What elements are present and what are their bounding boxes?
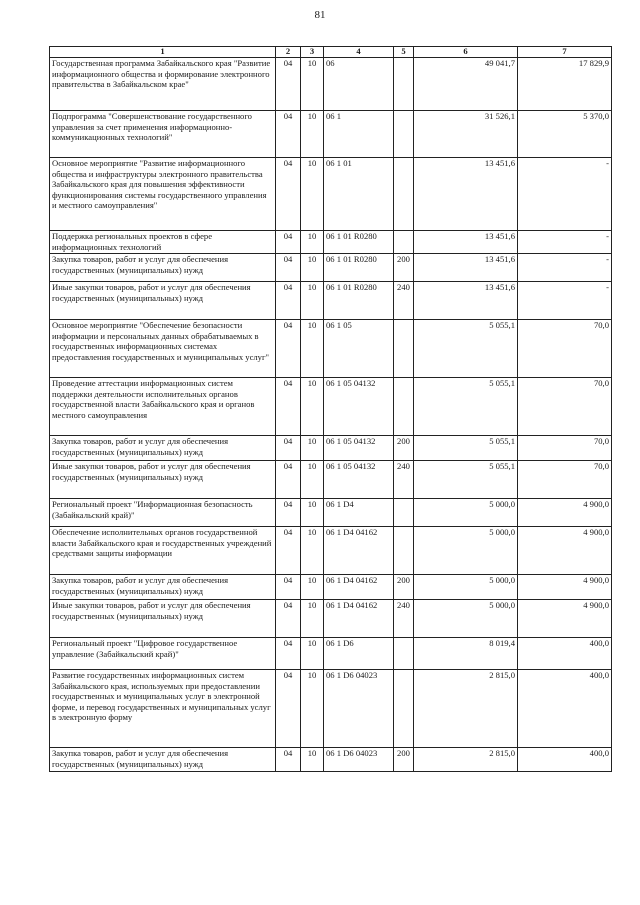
row-name-cell: Закупка товаров, работ и услуг для обеспечения государственных (муниципальных) нужд [50, 575, 276, 600]
row-code-cell: 04 [276, 575, 301, 600]
row-amount-cell: 13 451,6 [414, 231, 518, 254]
row-code-cell: 04 [276, 600, 301, 638]
row-name-cell: Закупка товаров, работ и услуг для обеспечения государственных (муниципальных) нужд [50, 436, 276, 461]
row-type-cell [394, 111, 414, 158]
row-amount-cell: 5 055,1 [414, 320, 518, 378]
row-target-cell: 06 1 01 [324, 158, 394, 231]
row-type-cell [394, 638, 414, 670]
header-cell: 3 [301, 47, 324, 58]
row-amount-cell: 4 900,0 [518, 575, 612, 600]
row-name-cell: Обеспечение исполнительных органов государственной власти Забайкальского края и государственных учреждений средствами защиты информации [50, 527, 276, 575]
table-row [50, 527, 612, 575]
row-amount-cell: 5 000,0 [414, 499, 518, 527]
row-target-cell: 06 1 D4 [324, 499, 394, 527]
row-amount-cell: 4 900,0 [518, 499, 612, 527]
row-subcode-cell: 10 [301, 575, 324, 600]
row-amount-cell: - [518, 282, 612, 320]
row-code-cell: 04 [276, 111, 301, 158]
row-type-cell [394, 378, 414, 436]
row-code-cell: 04 [276, 378, 301, 436]
row-amount-cell: 13 451,6 [414, 158, 518, 231]
table-row [50, 748, 612, 772]
table-row [50, 58, 612, 111]
row-amount-cell: 4 900,0 [518, 527, 612, 575]
row-name-cell: Государственная программа Забайкальского края "Развитие информационного общества и формирование электронного правительства в Забайкальском крае" [50, 58, 276, 111]
row-name-cell: Развитие государственных информационных систем Забайкальского края, используемых при предоставлении государственных и муниципальных услуг в электронной форме, и перевод государственных и муниципальных услуг в электронную форму [50, 670, 276, 748]
header-cell: 2 [276, 47, 301, 58]
row-subcode-cell: 10 [301, 748, 324, 772]
row-target-cell: 06 [324, 58, 394, 111]
row-amount-cell: 5 000,0 [414, 575, 518, 600]
row-amount-cell: 70,0 [518, 461, 612, 499]
row-target-cell: 06 1 01 R0280 [324, 231, 394, 254]
row-target-cell: 06 1 01 R0280 [324, 282, 394, 320]
table-row [50, 111, 612, 158]
row-amount-cell: 5 000,0 [414, 527, 518, 575]
row-amount-cell: 5 055,1 [414, 436, 518, 461]
header-cell: 5 [394, 47, 414, 58]
row-target-cell: 06 1 05 [324, 320, 394, 378]
row-type-cell [394, 499, 414, 527]
row-type-cell [394, 158, 414, 231]
row-code-cell: 04 [276, 748, 301, 772]
row-code-cell: 04 [276, 231, 301, 254]
page-number: 81 [314, 9, 326, 21]
row-subcode-cell: 10 [301, 638, 324, 670]
header-row [50, 47, 612, 58]
row-code-cell: 04 [276, 254, 301, 282]
row-amount-cell: 70,0 [518, 320, 612, 378]
table-row [50, 638, 612, 670]
row-name-cell: Основное мероприятие "Обеспечение безопасности информации и персональных данных обрабатываемых в государственных информационных системах предоставления государственных и муниципальных услуг" [50, 320, 276, 378]
row-type-cell [394, 670, 414, 748]
header-cell: 4 [324, 47, 394, 58]
row-amount-cell: 400,0 [518, 670, 612, 748]
row-code-cell: 04 [276, 527, 301, 575]
row-type-cell: 200 [394, 748, 414, 772]
table-body [50, 58, 612, 772]
row-type-cell: 200 [394, 575, 414, 600]
row-code-cell: 04 [276, 499, 301, 527]
row-amount-cell: 8 019,4 [414, 638, 518, 670]
row-target-cell: 06 1 D6 [324, 638, 394, 670]
header-cell: 1 [50, 47, 276, 58]
row-amount-cell: 5 055,1 [414, 461, 518, 499]
row-name-cell: Региональный проект "Цифровое государственное управление (Забайкальский край)" [50, 638, 276, 670]
row-code-cell: 04 [276, 461, 301, 499]
row-subcode-cell: 10 [301, 158, 324, 231]
row-amount-cell: 4 900,0 [518, 600, 612, 638]
row-amount-cell: 49 041,7 [414, 58, 518, 111]
row-amount-cell: 31 526,1 [414, 111, 518, 158]
row-subcode-cell: 10 [301, 499, 324, 527]
row-subcode-cell: 10 [301, 254, 324, 282]
row-type-cell [394, 320, 414, 378]
row-code-cell: 04 [276, 320, 301, 378]
row-target-cell: 06 1 D6 04023 [324, 748, 394, 772]
row-amount-cell: 400,0 [518, 638, 612, 670]
row-target-cell: 06 1 D4 04162 [324, 575, 394, 600]
row-amount-cell: - [518, 254, 612, 282]
row-code-cell: 04 [276, 158, 301, 231]
row-code-cell: 04 [276, 58, 301, 111]
row-subcode-cell: 10 [301, 58, 324, 111]
row-subcode-cell: 10 [301, 111, 324, 158]
row-target-cell: 06 1 05 04132 [324, 436, 394, 461]
row-name-cell: Иные закупки товаров, работ и услуг для обеспечения государственных (муниципальных) нужд [50, 600, 276, 638]
row-type-cell [394, 58, 414, 111]
row-amount-cell: 2 815,0 [414, 670, 518, 748]
row-type-cell: 240 [394, 461, 414, 499]
row-subcode-cell: 10 [301, 461, 324, 499]
row-name-cell: Региональный проект "Информационная безопасность (Забайкальский край)" [50, 499, 276, 527]
row-target-cell: 06 1 [324, 111, 394, 158]
row-target-cell: 06 1 05 04132 [324, 378, 394, 436]
row-target-cell: 06 1 05 04132 [324, 461, 394, 499]
row-subcode-cell: 10 [301, 670, 324, 748]
row-amount-cell: 5 370,0 [518, 111, 612, 158]
row-amount-cell: 70,0 [518, 378, 612, 436]
row-name-cell: Иные закупки товаров, работ и услуг для обеспечения государственных (муниципальных) нужд [50, 461, 276, 499]
row-name-cell: Закупка товаров, работ и услуг для обеспечения государственных (муниципальных) нужд [50, 254, 276, 282]
row-amount-cell: 17 829,9 [518, 58, 612, 111]
row-subcode-cell: 10 [301, 600, 324, 638]
row-subcode-cell: 10 [301, 527, 324, 575]
row-amount-cell: 5 000,0 [414, 600, 518, 638]
row-amount-cell: 70,0 [518, 436, 612, 461]
row-type-cell: 240 [394, 600, 414, 638]
table-row [50, 378, 612, 436]
table-row [50, 231, 612, 254]
row-amount-cell: 13 451,6 [414, 282, 518, 320]
row-amount-cell: 400,0 [518, 748, 612, 772]
row-subcode-cell: 10 [301, 436, 324, 461]
table-row [50, 575, 612, 600]
row-target-cell: 06 1 D6 04023 [324, 670, 394, 748]
row-amount-cell: 5 055,1 [414, 378, 518, 436]
row-code-cell: 04 [276, 670, 301, 748]
row-subcode-cell: 10 [301, 320, 324, 378]
row-subcode-cell: 10 [301, 231, 324, 254]
row-type-cell [394, 527, 414, 575]
row-target-cell: 06 1 01 R0280 [324, 254, 394, 282]
row-name-cell: Проведение аттестации информационных систем поддержки деятельности исполнительных органов государственной власти Забайкальского края и органов местного самоуправления [50, 378, 276, 436]
header-cell: 7 [518, 47, 612, 58]
row-name-cell: Поддержка региональных проектов в сфере информационных технологий [50, 231, 276, 254]
table-row [50, 670, 612, 748]
table-row [50, 158, 612, 231]
budget-table [49, 46, 612, 772]
table-row [50, 436, 612, 461]
row-subcode-cell: 10 [301, 282, 324, 320]
row-type-cell: 200 [394, 436, 414, 461]
row-name-cell: Подпрограмма "Совершенствование государственного управления за счет применения информационно-коммуникационных технологий" [50, 111, 276, 158]
row-target-cell: 06 1 D4 04162 [324, 527, 394, 575]
row-subcode-cell: 10 [301, 378, 324, 436]
row-amount-cell: - [518, 231, 612, 254]
table-row [50, 461, 612, 499]
header-cell: 6 [414, 47, 518, 58]
row-name-cell: Закупка товаров, работ и услуг для обеспечения государственных (муниципальных) нужд [50, 748, 276, 772]
row-name-cell: Иные закупки товаров, работ и услуг для обеспечения государственных (муниципальных) нужд [50, 282, 276, 320]
row-type-cell: 200 [394, 254, 414, 282]
table-row [50, 600, 612, 638]
row-amount-cell: 13 451,6 [414, 254, 518, 282]
row-amount-cell: - [518, 158, 612, 231]
row-type-cell: 240 [394, 282, 414, 320]
row-target-cell: 06 1 D4 04162 [324, 600, 394, 638]
table-row [50, 282, 612, 320]
row-code-cell: 04 [276, 282, 301, 320]
row-type-cell [394, 231, 414, 254]
table-row [50, 254, 612, 282]
row-code-cell: 04 [276, 638, 301, 670]
row-amount-cell: 2 815,0 [414, 748, 518, 772]
row-code-cell: 04 [276, 436, 301, 461]
table-row [50, 499, 612, 527]
table-row [50, 320, 612, 378]
row-name-cell: Основное мероприятие "Развитие информационного общества и инфраструктуры электронного правительства Забайкальского края для повышения эффективности функционирования системы государственного управления и местного самоуправления" [50, 158, 276, 231]
